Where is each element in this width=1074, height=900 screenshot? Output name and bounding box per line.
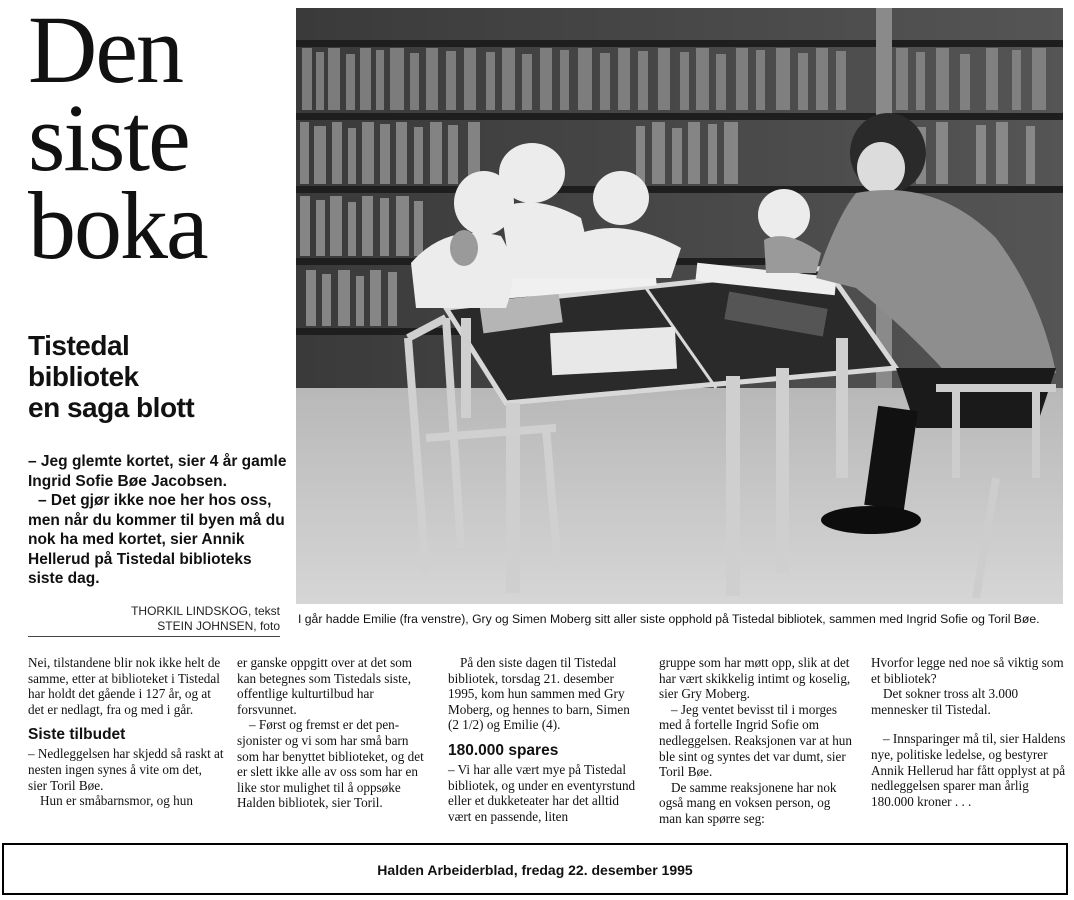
column-2 <box>237 655 433 811</box>
lead-line-1: – Jeg glemte kortet, sier 4 år gamle Ingrid Sofie Bøe Jacobsen. <box>28 453 287 490</box>
column-1 <box>28 655 224 809</box>
section-heading: Siste tilbudet <box>28 726 126 744</box>
column-4 <box>659 655 855 827</box>
paragraph: – Vi har alle vært mye på Tistedal bibliotek, og under en eventyrstund eller et dukketeater har det alltid vært en passende, liten <box>448 761 636 824</box>
headline-line-1: Den <box>28 0 182 103</box>
lead-paragraph <box>28 452 290 589</box>
paragraph: De samme reaksjonene har nok også mang en voksen person, og man kan spørre seg: <box>659 779 837 826</box>
paragraph: gruppe som har møtt opp, slik at det har vært skikkelig intimt og koselig, sier Gry Moberg. <box>659 655 851 702</box>
paragraph: – Nedleggelsen har skjedd så raskt at nesten ingen synes å vite om det, sier Toril Bøe. <box>28 746 224 793</box>
article-body <box>28 655 1068 835</box>
paragraph: – Innsparinger må til, sier Haldens nye, politiske ledelse, og bestyrer Annik Hellerud har fått opplyst at på nedleggelsen sparer man årlig 180.000 kroner . . . <box>871 731 1066 809</box>
column-3 <box>448 655 644 824</box>
paragraph: Det sokner tross alt 3.000 mennesker til Tistedal. <box>871 686 1019 717</box>
subheadline-line-3: en saga blott <box>28 392 195 423</box>
source-footer <box>2 843 1068 895</box>
paragraph: – Først og fremst er det pensjonister og vi som har små barn som har benyttet biblioteket, og det er slett ikke alle av oss som har en like stor mulighet til å oppsøke Halden bibliotek, sier Toril. <box>237 717 424 811</box>
paragraph: er ganske oppgitt over at det som kan betegnes som Tistedals siste, offentlige kulturtilbud har forsvunnet. <box>237 655 413 717</box>
section-heading: 180.000 spares <box>448 741 559 759</box>
paragraph: På den siste dagen til Tistedal bibliotek, torsdag 21. desember 1995, kom hun sammen med Gry Moberg, og hennes to barn, Simen (2 1/2) og Emilie (4). <box>448 655 630 733</box>
library-photo <box>296 8 1063 604</box>
paragraph: Hun er småbarnsmor, og hun <box>40 793 193 809</box>
subheadline-line-2: bibliotek <box>28 361 139 392</box>
source-label: Halden Arbeiderblad, fredag 22. desember 1995 <box>377 862 693 878</box>
subheadline <box>28 330 288 423</box>
byline-text: THORKIL LINDSKOG, tekst <box>131 604 280 618</box>
headline-line-3: boka <box>28 172 207 279</box>
byline-rule <box>28 636 280 637</box>
byline <box>28 604 280 634</box>
paragraph: Hvorfor legge ned noe så viktig som et bibliotek? <box>871 655 1064 686</box>
subheadline-line-1: Tistedal <box>28 330 130 361</box>
paragraph: Nei, tilstandene blir nok ikke helt de samme, etter at biblioteket i Tistedal har holdt det gående i 127 år, og at det er nedlagt, fra og med i går. <box>28 655 221 717</box>
byline-photo: STEIN JOHNSEN, foto <box>157 619 280 633</box>
column-5 <box>871 655 1067 809</box>
lead-line-2: – Det gjør ikke noe her hos oss, men når du kommer til byen må du nok ha med kortet, sier Annik Hellerud på Tistedal biblioteks siste dag. <box>28 492 285 587</box>
headline-line-2: siste <box>28 84 189 191</box>
headline <box>28 0 288 279</box>
photo-caption: I går hadde Emilie (fra venstre), Gry og Simen Moberg sitt aller siste opphold på Tistedal bibliotek, sammen med Ingrid Sofie og Toril Bøe. <box>298 612 1040 626</box>
paragraph: – Jeg ventet bevisst til i morges med å fortelle Ingrid Sofie om nedleggelsen. Reaksjonen var at hun ble sint og syntes det var dumt, sier Toril Bøe. <box>659 701 852 780</box>
